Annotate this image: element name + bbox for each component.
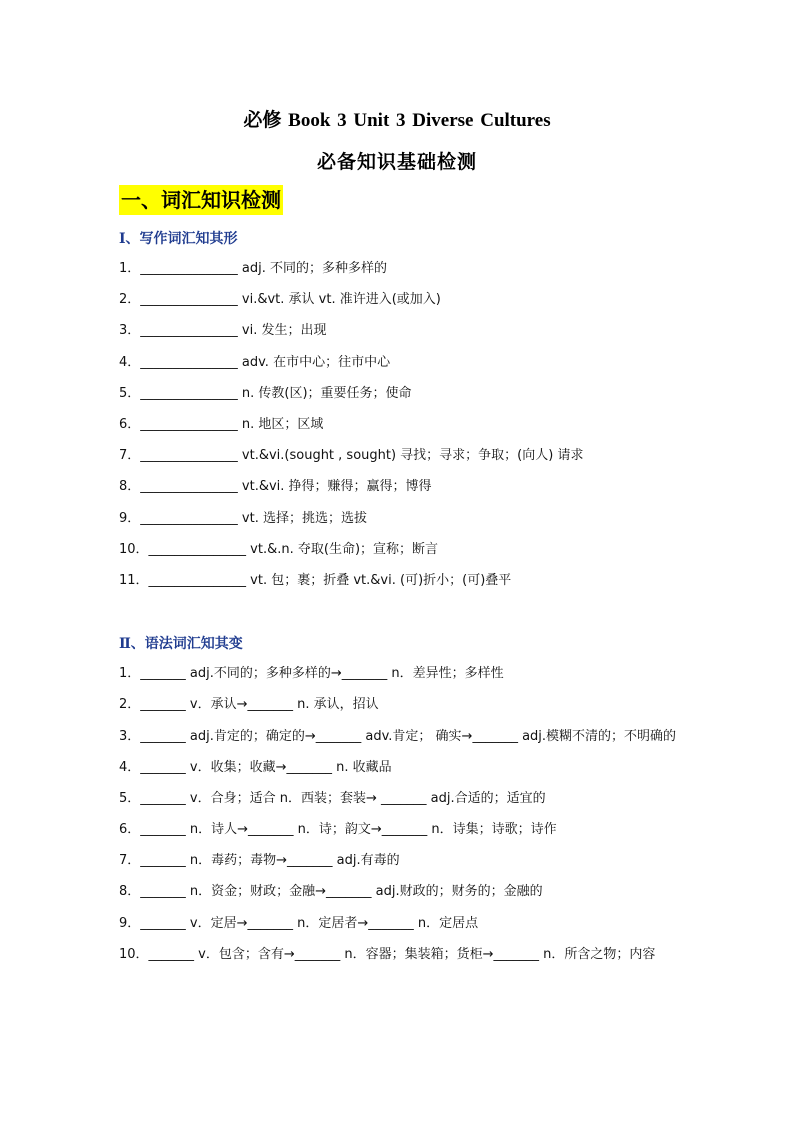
list-item: 9．_______ v．定居→_______ n．定居者→_______ n．定居点 xyxy=(119,915,479,931)
list-item: 10．_______ v．包含；含有→_______ n．容器；集装箱；货柜→_______ n．所含之物；内容 xyxy=(119,947,656,963)
list-item: 8．_______________ vt.&vi. 挣得；赚得；赢得；博得 xyxy=(119,479,432,495)
part1-list xyxy=(119,259,679,602)
page-subtitle: 必备知识基础检测 xyxy=(316,152,477,173)
list-item: 3．_______________ vi. 发生；出现 xyxy=(119,323,327,339)
list-item: 9．_______________ vt. 选择；挑选；选拔 xyxy=(119,510,367,526)
page-title: 必修 Book 3 Unit 3 Diverse Cultures xyxy=(243,110,551,131)
section-heading: 一、词汇知识检测 xyxy=(119,185,283,215)
part1-heading: Ⅰ、写作词汇知其形 xyxy=(119,231,238,247)
part2-list xyxy=(119,664,679,976)
list-item: 7．_______ n．毒药；毒物→_______ adj.有毒的 xyxy=(119,853,400,869)
list-item: 7．_______________ vt.&vi.(sought , sought) 寻找；寻求；争取；(向人) 请求 xyxy=(119,448,584,464)
list-item: 2．_______________ vi.&vt. 承认 vt. 准许进入(或加入) xyxy=(119,292,441,308)
list-item: 1．_______________ adj. 不同的；多种多样的 xyxy=(119,261,387,276)
list-item: 6．_______________ n. 地区；区域 xyxy=(119,416,324,432)
list-item: 10．_______________ vt.&.n. 夺取(生命)；宣称；断言 xyxy=(119,541,439,557)
list-item: 4．_______ v．收集；收藏→_______ n. 收藏品 xyxy=(119,759,392,775)
list-item: 1．_______ adj.不同的；多种多样的→_______ n．差异性；多样性 xyxy=(119,666,504,681)
list-item: 2．_______ v．承认→_______ n. 承认，招认 xyxy=(119,697,379,713)
list-item: 5．_______________ n. 传教(区)；重要任务；使命 xyxy=(119,385,412,401)
list-item: 11．_______________ vt. 包；裹；折叠 vt.&vi. (可)折小；(可)叠平 xyxy=(119,572,512,588)
list-item: 6．_______ n．诗人→_______ n．诗；韵文→_______ n．诗集；诗歌；诗作 xyxy=(119,821,557,837)
part2-heading: Ⅱ、语法词汇知其变 xyxy=(119,636,243,652)
list-item: 4．_______________ adv. 在市中心；往市中心 xyxy=(119,354,391,370)
list-item: 5．_______ v．合身；适合 n．西装；套装→ _______ adj.合适的；适宜的 xyxy=(119,790,546,806)
list-item: 3．_______ adj.肯定的；确定的→_______ adv.肯定； 确实→_______ adj.模糊不清的；不明确的 xyxy=(119,728,677,744)
list-item: 8．_______ n．资金；财政；金融→_______ adj.财政的；财务的；金融的 xyxy=(119,884,543,900)
